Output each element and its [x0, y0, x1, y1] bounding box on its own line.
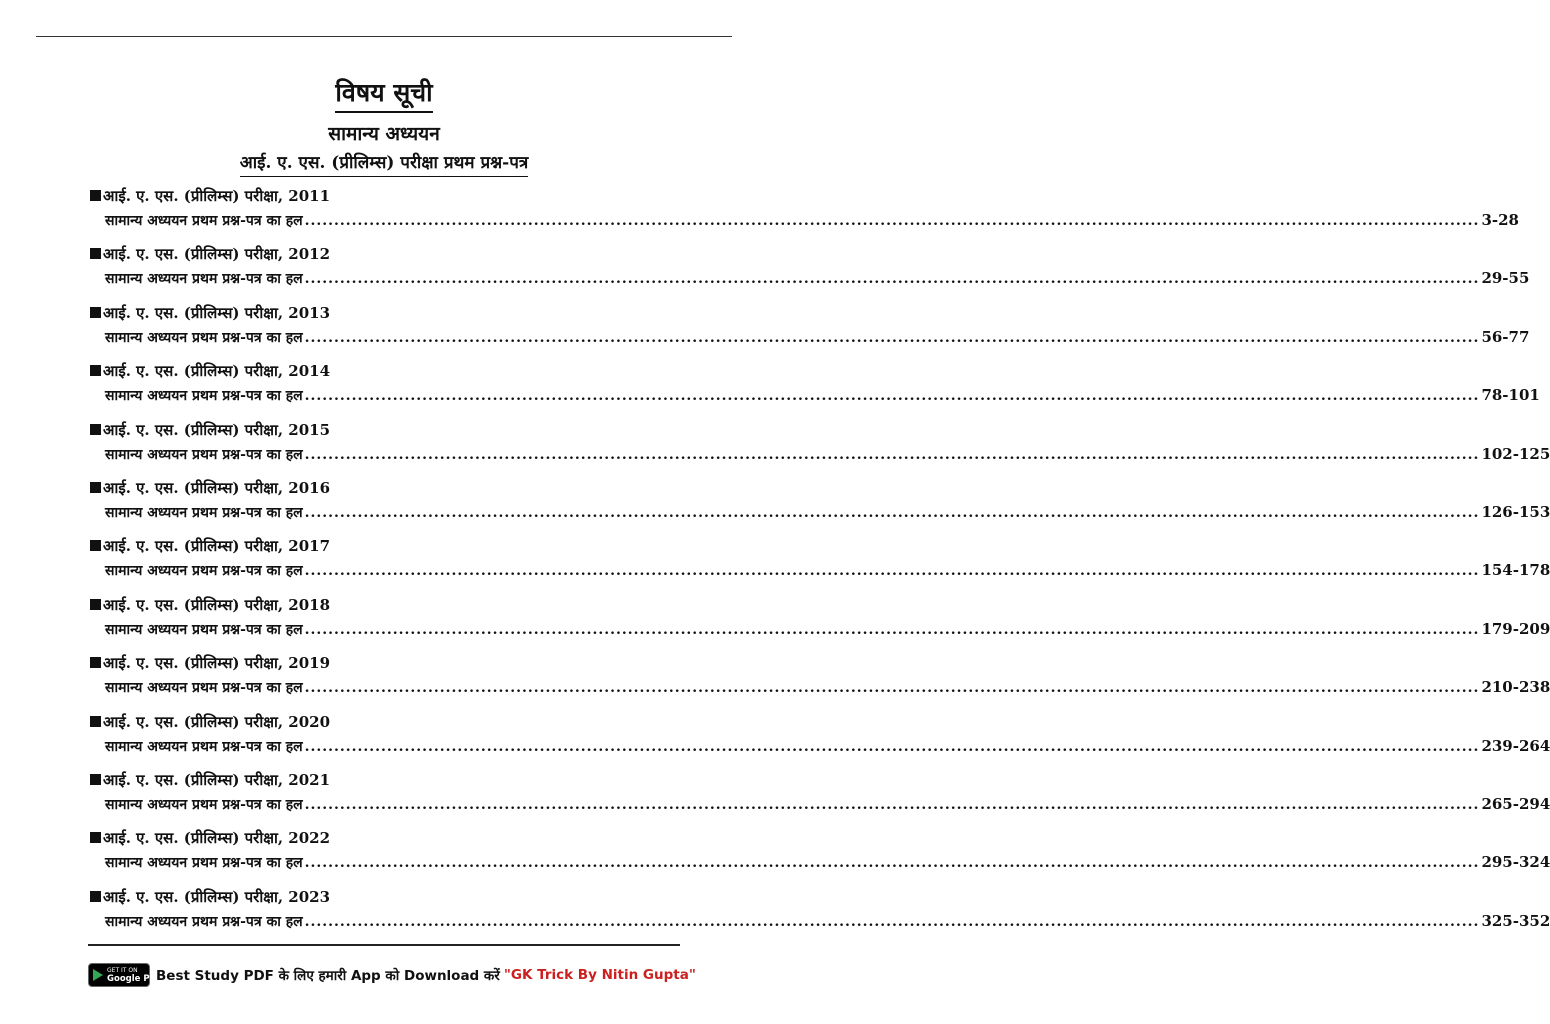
square-bullet-icon: [90, 540, 101, 551]
toc-entry-heading-text: आई. ए. एस. (प्रीलिम्स) परीक्षा, 2022: [103, 829, 331, 848]
dot-leader: ........................................................................................................................................................................................................: [304, 563, 1480, 580]
footer-banner[interactable]: [88, 962, 696, 988]
toc-entry-description: सामान्य अध्ययन प्रथम प्रश्न-पत्र का हल: [105, 388, 303, 405]
toc-entry-heading: [90, 478, 330, 498]
dot-leader: ........................................................................................................................................................................................................: [304, 213, 1480, 229]
toc-entry-heading-text: आई. ए. एस. (प्रीलिम्स) परीक्षा, 2013: [103, 303, 331, 322]
badge-bottom-text: Google Play: [107, 974, 164, 984]
toc-entry-description: सामान्य अध्ययन प्रथम प्रश्न-पत्र का हल: [105, 271, 303, 288]
toc-entry-heading-text: आई. ए. एस. (प्रीलिम्स) परीक्षा, 2012: [103, 245, 331, 264]
page-title: विषय सूची: [335, 78, 432, 113]
toc-entry-heading: [90, 244, 330, 264]
toc-entry-heading: [90, 303, 330, 323]
dot-leader: ........................................................................................................................................................................................................: [304, 621, 1480, 638]
square-bullet-icon: [90, 482, 101, 493]
square-bullet-icon: [90, 248, 101, 259]
toc-entry-description: सामान्य अध्ययन प्रथम प्रश्न-पत्र का हल: [105, 680, 303, 697]
toc-entry-heading-text: आई. ए. एस. (प्रीलिम्स) परीक्षा, 2011: [103, 187, 331, 205]
square-bullet-icon: [90, 716, 101, 727]
section-heading: आई. ए. एस. (प्रीलिम्स) परीक्षा प्रथम प्रश्न-पत्र: [240, 152, 528, 177]
toc-entry-description: सामान्य अध्ययन प्रथम प्रश्न-पत्र का हल: [105, 738, 303, 755]
section-container: [0, 152, 768, 177]
toc-entry-heading: [90, 712, 330, 732]
toc-entry-heading: [90, 536, 330, 556]
google-play-icon: [93, 969, 103, 981]
badge-top-text: GET IT ON: [107, 967, 138, 974]
toc-entry-line: [105, 736, 1550, 757]
toc-entry-heading: [90, 653, 330, 673]
toc-entry-heading-text: आई. ए. एस. (प्रीलिम्स) परीक्षा, 2017: [103, 537, 331, 556]
square-bullet-icon: [90, 657, 101, 668]
footer-brand-text: "GK Trick By Nitin Gupta": [503, 967, 696, 983]
square-bullet-icon: [90, 599, 101, 610]
toc-entry[interactable]: [90, 244, 1530, 302]
square-bullet-icon: [90, 891, 101, 902]
toc-entry-line: [105, 268, 1530, 289]
toc-entry-line: [105, 327, 1530, 348]
toc-entry-heading-text: आई. ए. एस. (प्रीलिम्स) परीक्षा, 2021: [103, 770, 331, 789]
toc-entry[interactable]: [90, 420, 1550, 478]
toc-entry-line: [105, 794, 1550, 815]
toc-entry[interactable]: [90, 770, 1550, 828]
toc-entry-description: सामान्य अध्ययन प्रथम प्रश्न-पत्र का हल: [105, 796, 303, 813]
toc-entry[interactable]: [90, 186, 1519, 244]
footer-divider: [88, 944, 680, 946]
dot-leader: ........................................................................................................................................................................................................: [304, 855, 1480, 872]
title-container: [0, 78, 768, 113]
dot-leader: ........................................................................................................................................................................................................: [304, 796, 1480, 813]
toc-entry-heading-text: आई. ए. एस. (प्रीलिम्स) परीक्षा, 2023: [103, 887, 331, 906]
square-bullet-icon: [90, 307, 101, 318]
toc-entry-heading-text: आई. ए. एस. (प्रीलिम्स) परीक्षा, 2019: [103, 654, 331, 673]
square-bullet-icon: [90, 774, 101, 785]
toc-entry-pages: 265-294: [1481, 794, 1550, 813]
toc-entry-line: [105, 444, 1550, 465]
toc-entry-line: [105, 210, 1519, 231]
dot-leader: ........................................................................................................................................................................................................: [304, 738, 1480, 755]
toc-entry-line: [105, 502, 1550, 523]
dot-leader: ........................................................................................................................................................................................................: [304, 680, 1480, 697]
toc-entry-description: सामान्य अध्ययन प्रथम प्रश्न-पत्र का हल: [105, 213, 303, 229]
toc-entry-heading: [90, 828, 330, 848]
dot-leader: ........................................................................................................................................................................................................: [304, 913, 1480, 930]
toc-entry[interactable]: [90, 536, 1550, 594]
footer-promo-text: Best Study PDF के लिए हमारी App को Download करें: [156, 968, 500, 984]
toc-entry-heading-text: आई. ए. एस. (प्रीलिम्स) परीक्षा, 2014: [103, 362, 331, 381]
toc-entry-heading: [90, 186, 330, 206]
toc-entry-heading-text: आई. ए. एस. (प्रीलिम्स) परीक्षा, 2016: [103, 478, 331, 497]
toc-entry[interactable]: [90, 712, 1550, 770]
toc-entry-pages: 102-125: [1481, 444, 1550, 463]
table-of-contents: [90, 186, 1550, 945]
toc-entry-description: सामान्य अध्ययन प्रथम प्रश्न-पत्र का हल: [105, 855, 303, 872]
toc-entry-heading: [90, 595, 330, 615]
dot-leader: ........................................................................................................................................................................................................: [304, 388, 1480, 405]
square-bullet-icon: [90, 424, 101, 435]
toc-entry-description: सामान्य अध्ययन प्रथम प्रश्न-पत्र का हल: [105, 446, 303, 463]
toc-entry-description: सामान्य अध्ययन प्रथम प्रश्न-पत्र का हल: [105, 504, 303, 521]
toc-entry[interactable]: [90, 478, 1550, 536]
dot-leader: ........................................................................................................................................................................................................: [304, 504, 1480, 521]
toc-entry-pages: 78-101: [1481, 386, 1540, 405]
toc-entry-line: [105, 911, 1550, 932]
toc-entry-description: सामान्य अध्ययन प्रथम प्रश्न-पत्र का हल: [105, 329, 303, 346]
dot-leader: ........................................................................................................................................................................................................: [304, 446, 1480, 463]
square-bullet-icon: [90, 190, 101, 201]
toc-entry-line: [105, 677, 1550, 698]
toc-entry[interactable]: [90, 887, 1550, 945]
toc-entry-pages: 154-178: [1481, 561, 1550, 580]
top-divider: [36, 36, 732, 37]
toc-entry-line: [105, 619, 1550, 640]
google-play-badge[interactable]: [88, 963, 164, 987]
toc-entry[interactable]: [90, 361, 1540, 419]
toc-entry-heading: [90, 420, 330, 440]
toc-entry[interactable]: [90, 303, 1530, 361]
toc-entry-description: सामान्य अध्ययन प्रथम प्रश्न-पत्र का हल: [105, 621, 303, 638]
toc-entry-description: सामान्य अध्ययन प्रथम प्रश्न-पत्र का हल: [105, 563, 303, 580]
toc-entry-heading: [90, 770, 330, 790]
toc-entry-heading: [90, 887, 330, 907]
toc-entry-pages: 3-28: [1481, 211, 1519, 229]
toc-entry-description: सामान्य अध्ययन प्रथम प्रश्न-पत्र का हल: [105, 913, 303, 930]
toc-entry-line: [105, 560, 1550, 581]
toc-entry[interactable]: [90, 653, 1550, 711]
toc-entry-pages: 179-209: [1481, 619, 1550, 638]
toc-entry-heading-text: आई. ए. एस. (प्रीलिम्स) परीक्षा, 2020: [103, 712, 331, 731]
page-subtitle: सामान्य अध्ययन: [328, 123, 440, 145]
toc-entry-pages: 239-264: [1481, 736, 1550, 755]
toc-entry-heading-text: आई. ए. एस. (प्रीलिम्स) परीक्षा, 2015: [103, 420, 331, 439]
toc-entry-line: [105, 852, 1550, 873]
toc-entry-pages: 29-55: [1481, 269, 1530, 288]
toc-entry[interactable]: [90, 828, 1550, 886]
toc-entry-pages: 56-77: [1481, 327, 1530, 346]
toc-entry[interactable]: [90, 595, 1550, 653]
dot-leader: ........................................................................................................................................................................................................: [304, 271, 1480, 288]
toc-entry-pages: 210-238: [1481, 678, 1550, 697]
toc-entry-pages: 325-352: [1481, 911, 1550, 930]
square-bullet-icon: [90, 832, 101, 843]
toc-entry-heading: [90, 361, 330, 381]
square-bullet-icon: [90, 365, 101, 376]
toc-entry-line: [105, 385, 1540, 406]
dot-leader: ........................................................................................................................................................................................................: [304, 329, 1480, 346]
toc-entry-pages: 126-153: [1481, 502, 1550, 521]
toc-entry-heading-text: आई. ए. एस. (प्रीलिम्स) परीक्षा, 2018: [103, 595, 331, 614]
toc-entry-pages: 295-324: [1481, 853, 1550, 872]
